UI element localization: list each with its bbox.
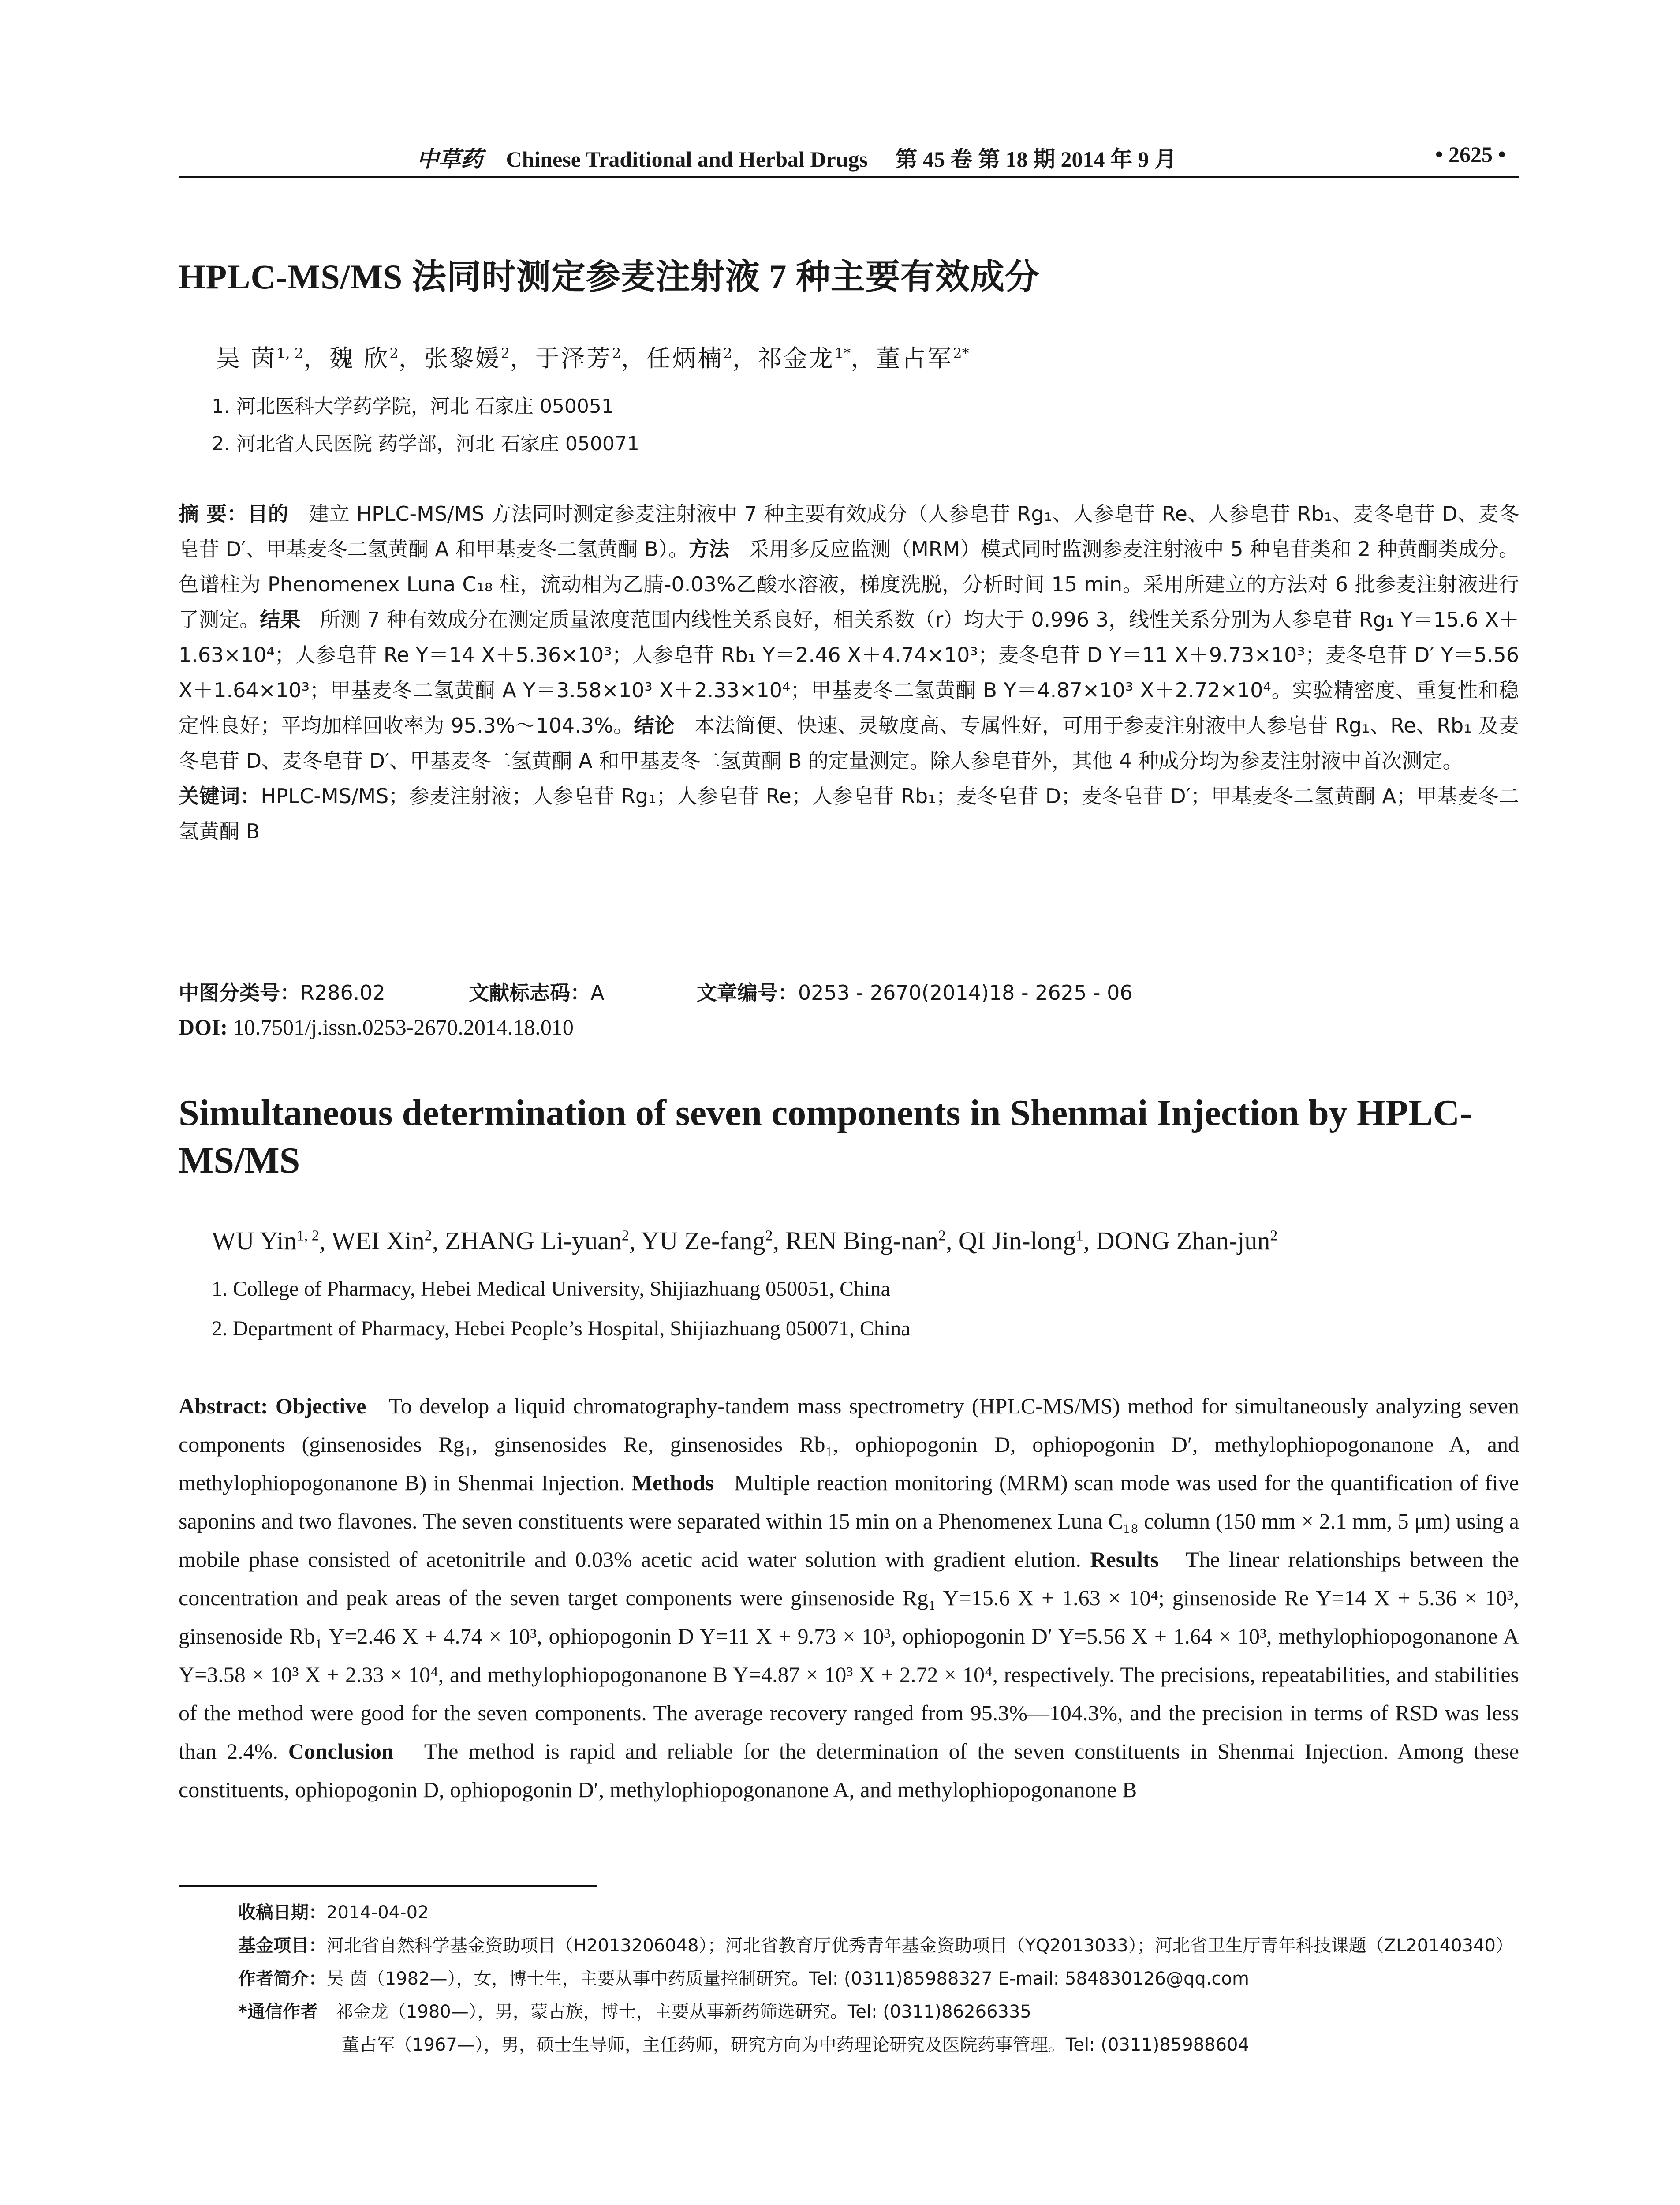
en-affiliation-2: 2. Department of Pharmacy, Hebei People’s Hospital, Shijiazhuang 050071, China [212, 1317, 911, 1340]
cn-classification [179, 977, 1133, 1006]
cn-author: 张黎媛$^2$ [424, 344, 510, 372]
cn-title: HPLC-MS/MS 法同时测定参麦注射液 7 种主要有效成分 [179, 258, 1040, 296]
doccode-value: A [590, 981, 605, 1005]
en-conclusion-label: Conclusion [288, 1739, 394, 1764]
clc-label: 中图分类号： [179, 981, 300, 1005]
en-conclusion: The method is rapid and reliable for the determination of the seven constituents in Shenmai Injection. Among these constituents, ophiopogonin D, ophiopogonin D′, methylophiopogonanone A, and methylophiopogonanone B [179, 1739, 1519, 1802]
journal-issue: 第 45 卷 第 18 期 2014 年 9 月 [895, 147, 1176, 172]
cn-methods: 采用多反应监测（MRM）模式同时监测参麦注射液中 5 种皂苷类和 2 种黄酮类成分。色谱柱为 Phenomenex Luna C₁₈ 柱，流动相为乙腈-0.03%乙酸水溶液，梯度洗脱，分析时间 15 min。采用所建立的方法对 6 批参麦注射液进行了测定。 [179, 537, 1519, 632]
cn-affiliation-1: 1. 河北医科大学药学院，河北 石家庄 050051 [212, 395, 614, 418]
cn-conclusion: 本法简便、快速、灵敏度高、专属性好，可用于参麦注射液中人参皂苷 Rg₁、Re、Rb₁ 及麦冬皂苷 D、麦冬皂苷 D′、甲基麦冬二氢黄酮 A 和甲基麦冬二氢黄酮 B 的定量测定。除人参皂苷外，其他 4 种成分均为参麦注射液中首次测定。 [179, 714, 1519, 773]
cn-results: 所测 7 种有效成分在测定质量浓度范围内线性关系良好，相关系数（r）均大于 0.996 3，线性关系分别为人参皂苷 Rg₁ Y＝15.6 X＋1.63×10⁴；人参皂苷 Re Y＝14 X＋5.36×10³；人参皂苷 Rb₁ Y＝2.46 X＋4.74×10³；麦冬皂苷 D Y＝11 X＋9.73×10³；麦冬皂苷 D′ Y＝5.56 X＋1.64×10³；甲基麦冬二氢黄酮 A Y＝3.58×10³ X＋2.33×10⁴；甲基麦冬二氢黄酮 B Y＝4.87×10³ X＋2.72×10⁴。实验精密度、重复性和稳定性良好；平均加样回收率为 95.3%～104.3%。 [179, 608, 1519, 737]
en-author: WEI Xin$^2$ [331, 1226, 432, 1255]
cn-conclusion-label: 结论 [634, 714, 675, 737]
cn-abstract [179, 496, 1519, 849]
en-objective: To develop a liquid chromatography-tandem mass spectrometry (HPLC-MS/MS) method for simultaneously analyzing seven components (ginsenosides Rg₁, ginsenosides Re, ginsenosides Rb₁, ophiopogonin D, ophiopogonin D′, methylophiopogonanone A, and methylophiopogonanone B) in Shenmai Injection. [179, 1394, 1519, 1495]
en-author: QI Jin-long$^1$ [958, 1226, 1083, 1255]
en-results-label: Results [1090, 1547, 1159, 1572]
en-author: REN Bing-nan$^2$ [785, 1226, 946, 1255]
footnote-rule [179, 1885, 597, 1887]
en-authors: WU Yin$^{1, 2}$, WEI Xin$^2$, ZHANG Li-yuan$^2$, YU Ze-fang$^2$, REN Bing-nan$^2$, QI Jin-long$^1$, DONG Zhan-jun$^2$ [212, 1226, 1278, 1255]
fn-corresponding-2: 董占军（1967—），男，硕士生导师，主任药师，研究方向为中药理论研究及医院药事管理。Tel: (0311)85988604 [342, 2035, 1249, 2055]
cn-objective: 建立 HPLC-MS/MS 方法同时测定参麦注射液中 7 种主要有效成分（人参皂苷 Rg₁、人参皂苷 Re、人参皂苷 Rb₁、麦冬皂苷 D、麦冬皂苷 D′、甲基麦冬二氢黄酮 A 和甲基麦冬二氢黄酮 B）。 [179, 502, 1519, 561]
cn-keywords-label: 关键词： [179, 784, 261, 808]
clc-value: R286.02 [300, 981, 385, 1005]
header-rule [179, 176, 1519, 178]
cn-affiliation-2: 2. 河北省人民医院 药学部，河北 石家庄 050071 [212, 433, 639, 455]
cn-methods-label: 方法 [688, 537, 729, 561]
doi-line [179, 1014, 574, 1040]
cn-keywords: HPLC-MS/MS；参麦注射液；人参皂苷 Rg₁；人参皂苷 Re；人参皂苷 Rb₁；麦冬皂苷 D；麦冬皂苷 D′；甲基麦冬二氢黄酮 A；甲基麦冬二氢黄酮 B [179, 784, 1519, 843]
en-methods: Multiple reaction monitoring (MRM) scan mode was used for the quantification of five saponins and two flavones. The seven constituents were separated within 15 min on a Phenomenex Luna C₁₈ column (150 mm × 2.1 mm, 5 μm) using a mobile phase consisted of acetonitrile and 0.03% acetic acid water solution with gradient elution. [179, 1470, 1519, 1572]
page-number: • 2625 • [1435, 142, 1506, 167]
running-header [179, 139, 1519, 170]
cn-authors: 吴 茵$^{1, 2}$，魏 欣$^2$，张黎媛$^2$，于泽芳$^2$，任炳楠$^2$，祁金龙$^{1*}$，董占军$^{2*}$ [216, 344, 969, 372]
articleno-value: 0253 - 2670(2014)18 - 2625 - 06 [798, 981, 1133, 1005]
en-results: The linear relationships between the concentration and peak areas of the seven target components were ginsenoside Rg₁ Y=15.6 X + 1.63 × 10⁴; ginsenoside Re Y=14 X + 5.36 × 10³, ginsenoside Rb₁ Y=2.46 X + 4.74 × 10³, ophiopogonin D Y=11 X + 9.73 × 10³, ophiopogonin D′ Y=5.56 X + 1.64 × 10³, methylophiopogonanone A Y=3.58 × 10³ X + 2.33 × 10⁴, and methylophiopogonanone B Y=4.87 × 10³ X + 2.72 × 10⁴, respectively. The precisions, repeatabilities, and stabilities of the method were good for the seven components. The average recovery ranged from 95.3%—104.3%, and the precision in terms of RSD was less than 2.4%. [179, 1547, 1519, 1764]
en-title: Simultaneous determination of seven components in Shenmai Injection by HPLC-MS/MS [179, 1092, 1472, 1181]
cn-author: 魏 欣$^2$ [329, 344, 399, 372]
cn-author: 于泽芳$^2$ [535, 344, 621, 372]
journal-logo: 中草药 [417, 146, 483, 172]
en-methods-label: Methods [631, 1470, 714, 1495]
en-affiliation-1: 1. College of Pharmacy, Hebei Medical University, Shijiazhuang 050051, China [212, 1277, 890, 1301]
cn-results-label: 结果 [260, 608, 301, 632]
doccode-label: 文献标志码： [469, 981, 591, 1005]
cn-author: 任炳楠$^2$ [646, 344, 732, 372]
journal-header-text [417, 142, 1176, 173]
en-abstract-label: Abstract: Objective [179, 1394, 366, 1418]
journal-name: Chinese Traditional and Herbal Drugs [506, 147, 868, 172]
fn-author-bio: 作者简介： 吴 茵（1982—），女，博士生，主要从事中药质量控制研究。Tel: (0311)85988327 E-mail: 584830126@qq.com [238, 1969, 1249, 1989]
cn-abstract-label: 摘 要： [179, 502, 248, 526]
en-author: WU Yin$^{1, 2}$ [212, 1226, 319, 1255]
en-author: YU Ze-fang$^2$ [641, 1226, 773, 1255]
doi-label: DOI: [179, 1015, 228, 1039]
en-author: ZHANG Li-yuan$^2$ [444, 1226, 629, 1255]
cn-objective-label: 目的 [247, 502, 289, 526]
articleno-label: 文章编号： [696, 981, 798, 1005]
en-author: DONG Zhan-jun$^2$ [1096, 1226, 1278, 1255]
footnotes [238, 1896, 1519, 2062]
fn-received: 收稿日期： 2014-04-02 [238, 1902, 429, 1923]
fn-fund: 基金项目： 河北省自然科学基金资助项目（H2013206048）；河北省教育厅优秀青年基金资助项目（YQ2013033）；河北省卫生厅青年科技课题（ZL20140340） [238, 1936, 1513, 1956]
doi-value: 10.7501/j.issn.0253-2670.2014.18.010 [233, 1015, 574, 1039]
fn-corresponding: *通信作者 祁金龙（1980—），男，蒙古族，博士，主要从事新药筛选研究。Tel: (0311)86266335 [238, 2002, 1031, 2022]
en-abstract [179, 1387, 1519, 1809]
cn-author: 董占军$^{2*}$ [876, 344, 969, 372]
cn-author: 祁金龙$^{1*}$ [758, 344, 851, 372]
cn-author: 吴 茵$^{1, 2}$ [216, 344, 304, 372]
